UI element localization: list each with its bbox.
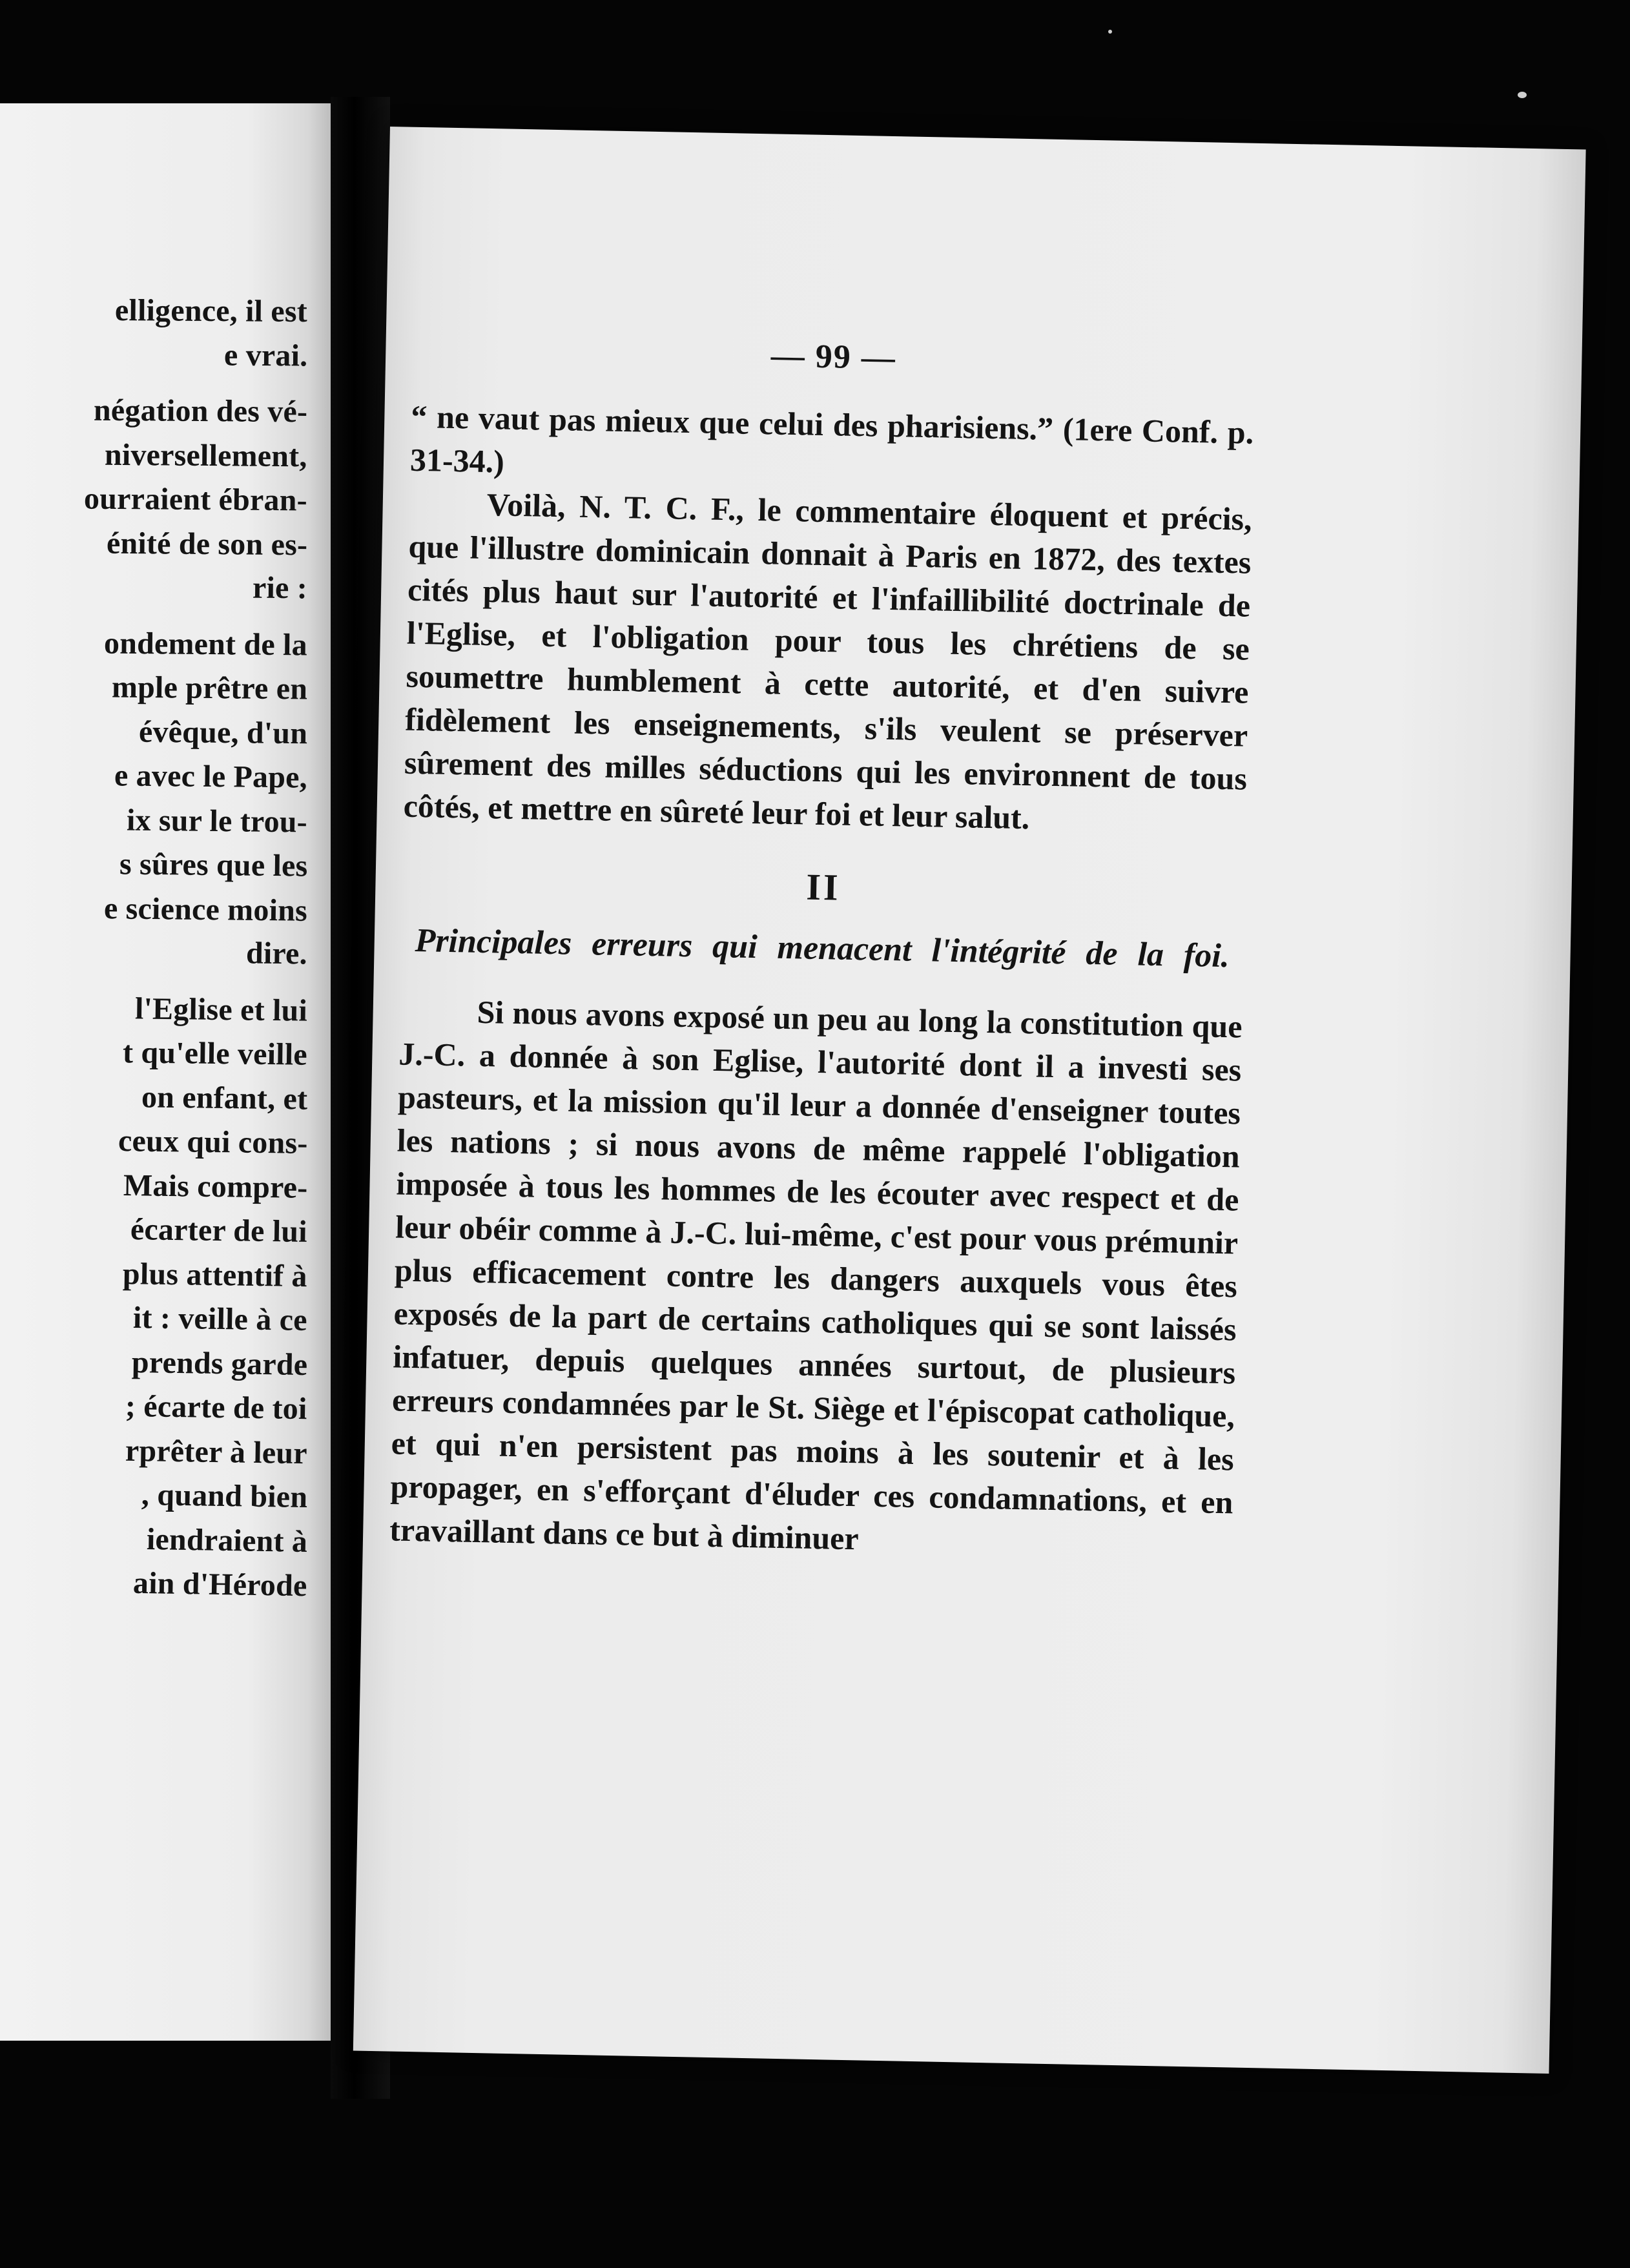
left-page-line: iendraient à [146,1521,308,1559]
left-page-line: niversellement, [105,437,308,473]
left-page-line: l'Eglise et lui [134,991,308,1028]
left-page-line: Mais compre- [123,1168,308,1205]
paragraph-errors: Si nous avons exposé un peu au long la constitution que J.-C. a donnée à son Eglise, l'autorité dont il a investi ses pasteurs, et la mission qu'il leur a donnée d'enseigner toutes les nations ; si nous avons de même rappelé l'obligation imposée à tous les hommes de les écouter avec respect et de leur obéir comme à J.-C. lui-même, c'est pour vous prémunir plus efficacement contre les dangers auxquels vous êtes exposés de la part de certains catholiques qui se sont laissés infatuer, depuis quelques années surtout, de plusieurs erreurs condamnées par le St. Siège et l'épiscopat catholique, et qui n'en persistent pas moins à les soutenir et à les propager, en s'efforçant d'éluder ces condamnations, et en travaillant dans ce but à diminuer [389,993,1243,1557]
section-heading: Principales erreurs qui menacent l'intégrité de la foi. [415,922,1230,975]
left-page-line: évêque, d'un [138,714,308,750]
right-page [353,127,1586,2074]
left-page-line: ourraient ébran- [83,481,308,518]
left-facing-page [0,103,331,2041]
left-page-line: ix sur le trou- [126,802,308,840]
left-page-line: e science moins [103,891,308,928]
left-page-line: énité de son es- [106,526,308,562]
left-page-line: mple prêtre en [111,670,308,706]
paragraph-quote-end: “ ne vaut pas mieux que celui des pharisiens.” (1ere Conf. p. 31-34.) [409,398,1254,480]
left-page-line: prends garde [131,1345,308,1382]
left-page-line: négation des vé- [93,393,308,429]
left-page-line: dire. [245,936,308,971]
scan-speck [1108,30,1112,34]
page-text-block [389,327,1255,1568]
left-page-line: e vrai. [223,338,308,373]
left-page-line: on enfant, et [141,1079,308,1117]
left-page-line: s sûres que les [119,847,308,883]
left-page-line: t qu'elle veille [122,1035,308,1072]
left-page-line: plus attentif à [122,1256,308,1294]
paragraph-commentary: Voilà, N. T. C. F., le commentaire éloquent et précis, que l'illustre dominicain donnait à Paris en 1872, des textes cités plus haut sur l'autorité et l'infaillibilité doctrinale de l'Eglise, et l'obligation pour tous les chrétiens de se soumettre humblement à cette autorité, et d'en suivre fidèlement les enseignements, s'ils veulent se préserver sûrement des milles séductions qui les environnent de tous côtés, et mettre en sûreté leur foi et leur salut. [403,486,1253,836]
left-page-line: elligence, il est [114,293,308,329]
page-number: — 99 — [770,337,897,377]
left-page-line: ceux qui cons- [118,1124,308,1160]
section-numeral: II [805,865,841,909]
left-page-line: it : veille à ce [132,1301,308,1337]
left-page-line: ondement de la [103,626,308,662]
left-page-line: ain d'Hérode [133,1565,308,1603]
left-page-line: ; écarte de toi [125,1388,308,1427]
left-page-line: écarter de lui [130,1212,308,1249]
left-page-line: e avec le Pape, [114,758,308,795]
left-page-line: rprêter à leur [125,1433,308,1470]
scan-speck [1518,92,1527,98]
left-page-line: , quand bien [141,1477,308,1515]
left-page-line: rie : [252,570,308,606]
